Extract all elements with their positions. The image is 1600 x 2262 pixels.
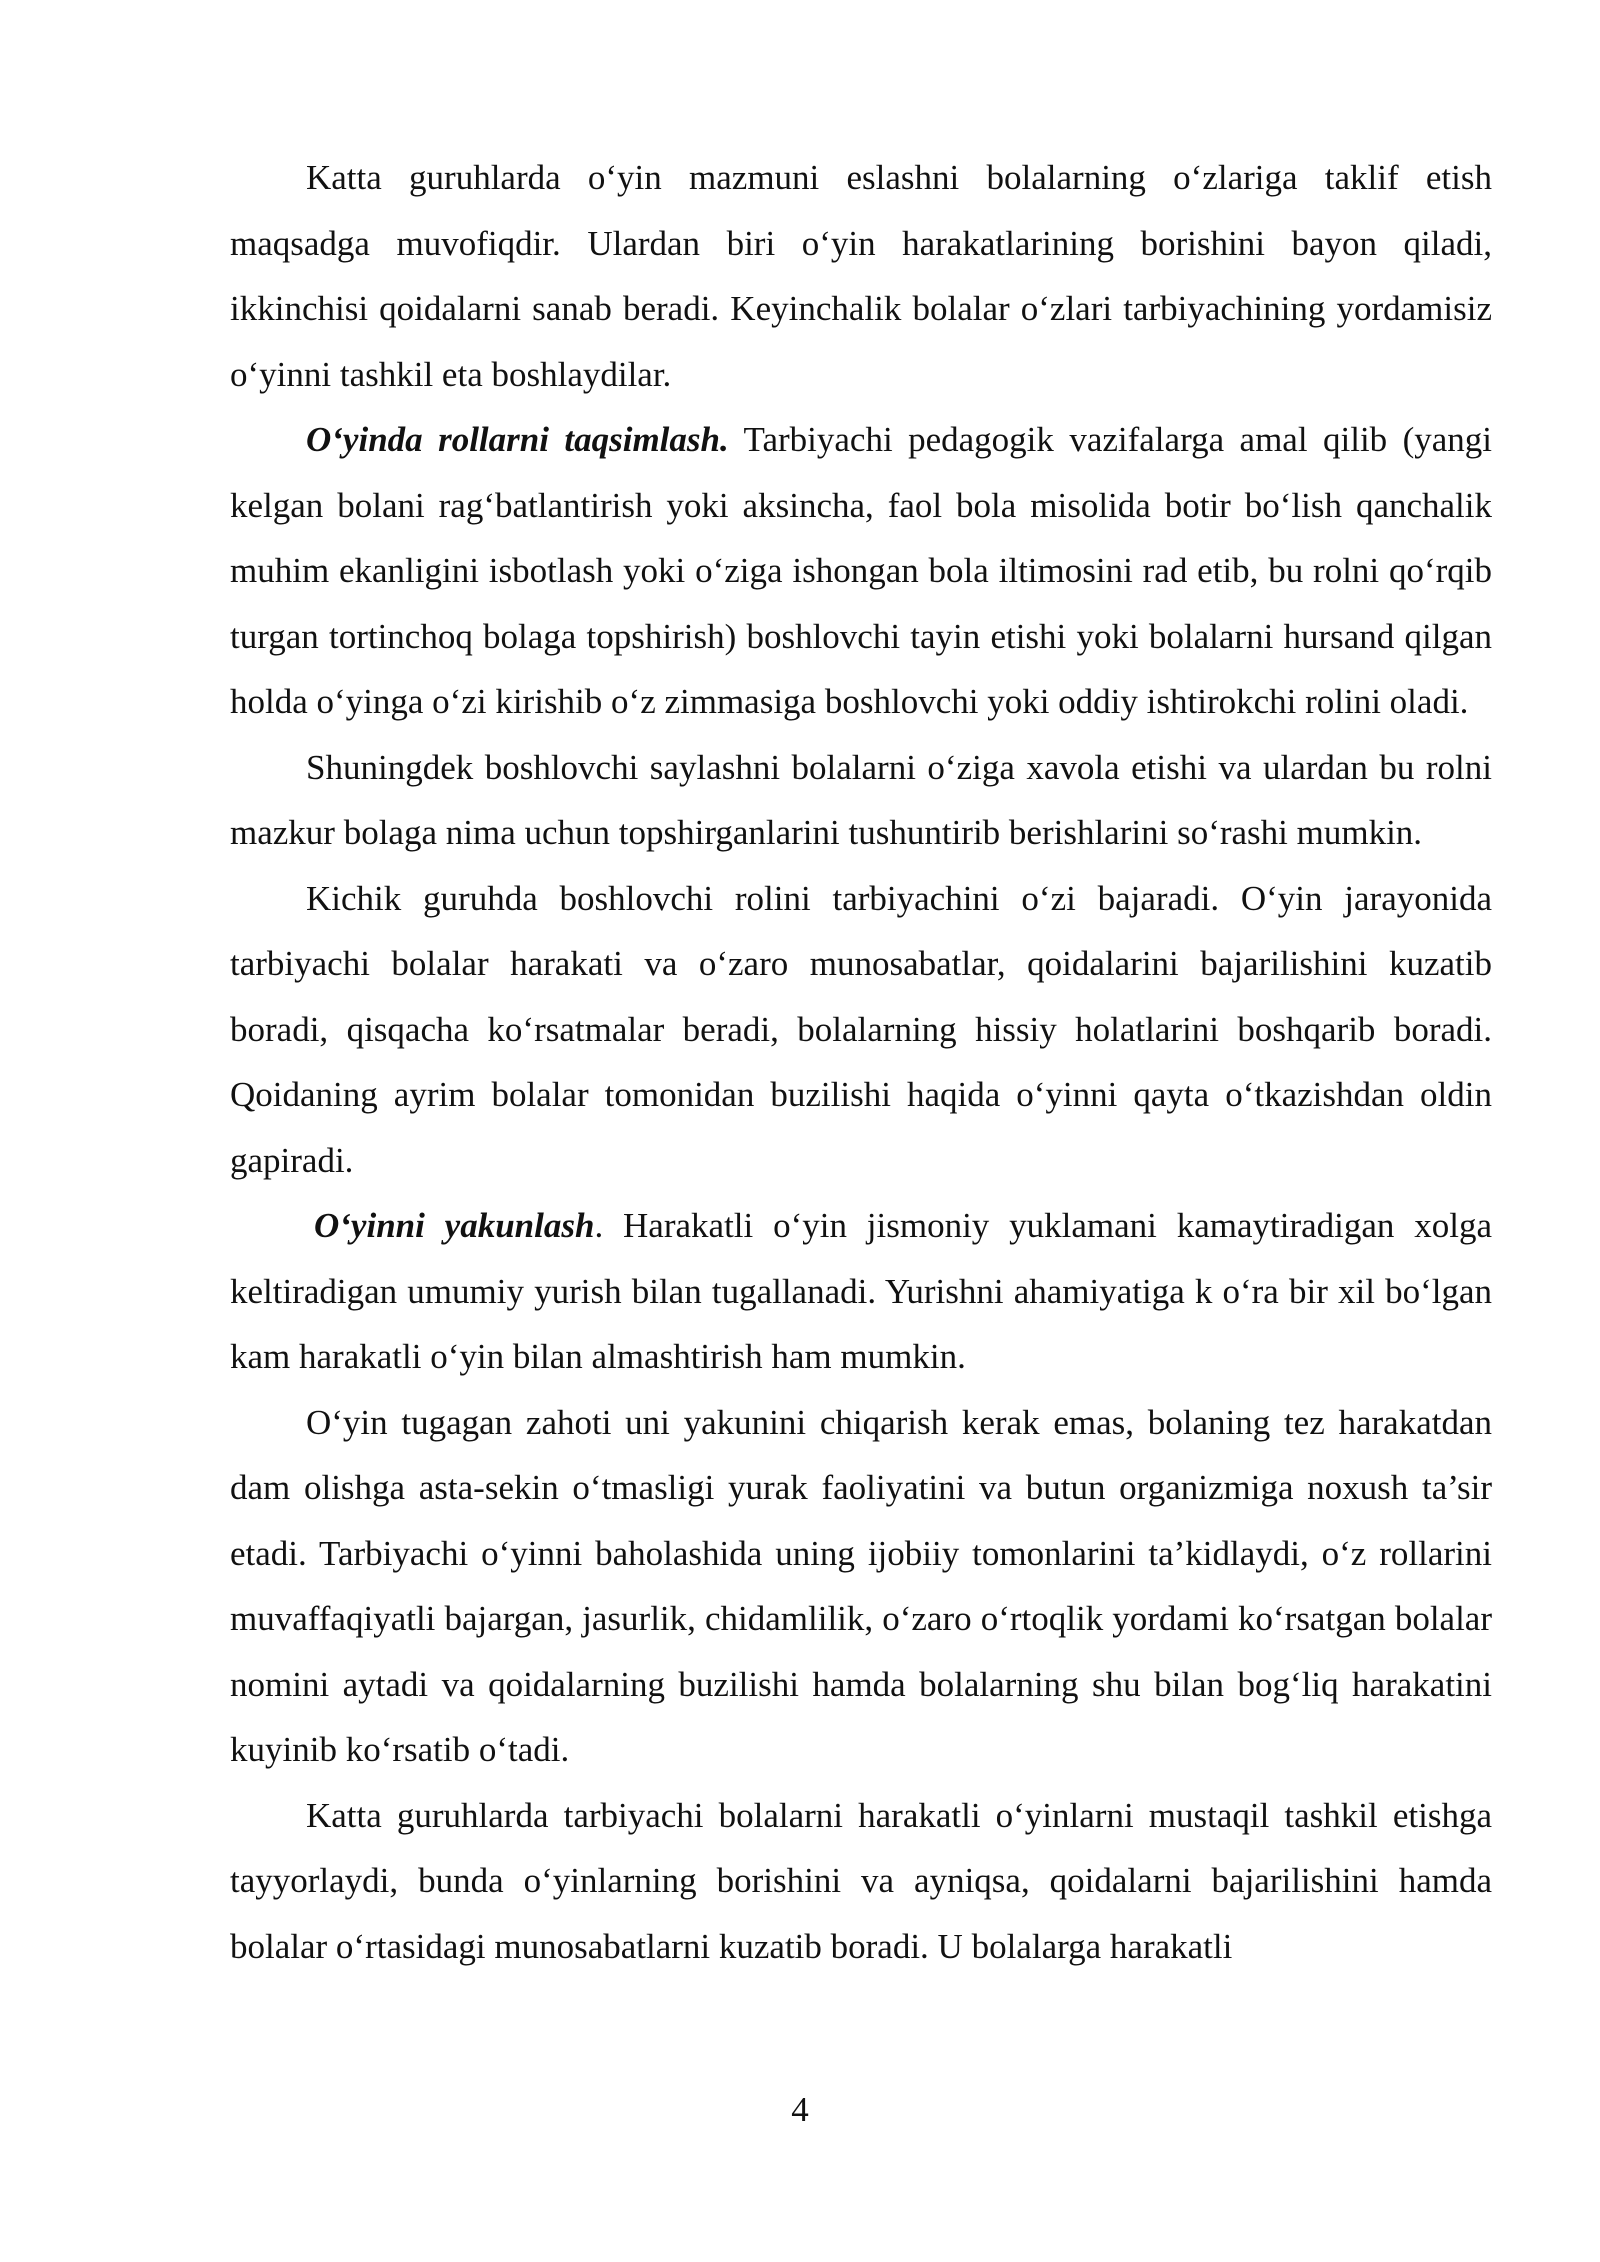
paragraph-1 [230, 145, 1492, 407]
paragraph-4 [230, 866, 1492, 1194]
paragraph-text: . Harakatli o‘yin jismoniy yuklamani kamaytiradigan xolga keltiradigan umumiy yurish bilan tugallanadi. Yurishni ahamiyatiga k o‘ra bir xil bo‘lgan kam harakatli o‘yin bilan almashtirish ham mumkin. [230, 1206, 1492, 1376]
paragraph-2 [230, 407, 1492, 735]
run-in-heading: O‘yinda rollarni taqsimlash. [306, 420, 729, 459]
body-text [230, 145, 1492, 1979]
run-in-heading: O‘yinni yakunlash [314, 1206, 595, 1245]
paragraph-5 [230, 1193, 1492, 1390]
paragraph-3 [230, 735, 1492, 866]
paragraph-text: O‘yin tugagan zahoti uni yakunini chiqarish kerak emas, bolaning tez harakatdan dam olishga asta-sekin o‘tmasligi yurak faoliyatini va butun organizmiga noxush ta’sir etadi. Tarbiyachi o‘yinni baholashida uning ijobiiy tomonlarini ta’kidlaydi, o‘z rollarini muvaffaqiyatli bajargan, jasurlik, chidamlilik, o‘zaro o‘rtoqlik yordami ko‘rsatgan bolalar nomini aytadi va qoidalarning buzilishi hamda bolalarning shu bilan bog‘liq harakatini kuyinib ko‘rsatib o‘tadi. [230, 1402, 1492, 1769]
paragraph-7 [230, 1783, 1492, 1980]
paragraph-text: Tarbiyachi pedagogik vazifalarga amal qilib (yangi kelgan bolani rag‘batlantirish yoki aksincha, faol bola misolida botir bo‘lish qanchalik muhim ekanligini isbotlash yoki o‘ziga ishongan bola iltimosini rad etib, bu rolni qo‘rqib turgan tortinchoq bolaga topshirish) boshlovchi tayin etishi yoki bolalarni hursand qilgan holda o‘yinga o‘zi kirishib o‘z zimmasiga boshlovchi yoki oddiy ishtirokchi rolini oladi. [230, 420, 1493, 721]
paragraph-text: Katta guruhlarda tarbiyachi bolalarni harakatli o‘yinlarni mustaqil tashkil etishga tayyorlaydi, bunda o‘yinlarning borishini va ayniqsa, qoidalarni bajarilishini hamda bolalar o‘rtasidagi munosabatlarni kuzatib boradi. U bolalarga harakatli [230, 1795, 1492, 1966]
paragraph-text: Kichik guruhda boshlovchi rolini tarbiyachini o‘zi bajaradi. O‘yin jarayonida tarbiyachi bolalar harakati va o‘zaro munosabatlar, qoidalarini bajarilishini kuzatib boradi, qisqacha ko‘rsatmalar beradi, bolalarning hissiy holatlarini boshqarib boradi. Qoidaning ayrim bolalar tomonidan buzilishi haqida o‘yinni qayta o‘tkazishdan oldin gapiradi. [230, 878, 1492, 1180]
paragraph-text: Shuningdek boshlovchi saylashni bolalarni o‘ziga xavola etishi va ulardan bu rolni mazkur bolaga nima uchun topshirganlarini tushuntirib berishlarini so‘rashi mumkin. [230, 747, 1492, 852]
page-number: 4 [791, 2090, 809, 2129]
paragraph-6 [230, 1390, 1492, 1783]
paragraph-text: Katta guruhlarda o‘yin mazmuni eslashni bolalarning o‘zlariga taklif etish maqsadga muvofiqdir. Ulardan biri o‘yin harakatlarining borishini bayon qiladi, ikkinchisi qoidalarni sanab beradi. Keyinchalik bolalar o‘zlari tarbiyachining yordamisiz o‘yinni tashkil eta boshlaydilar. [230, 158, 1492, 394]
